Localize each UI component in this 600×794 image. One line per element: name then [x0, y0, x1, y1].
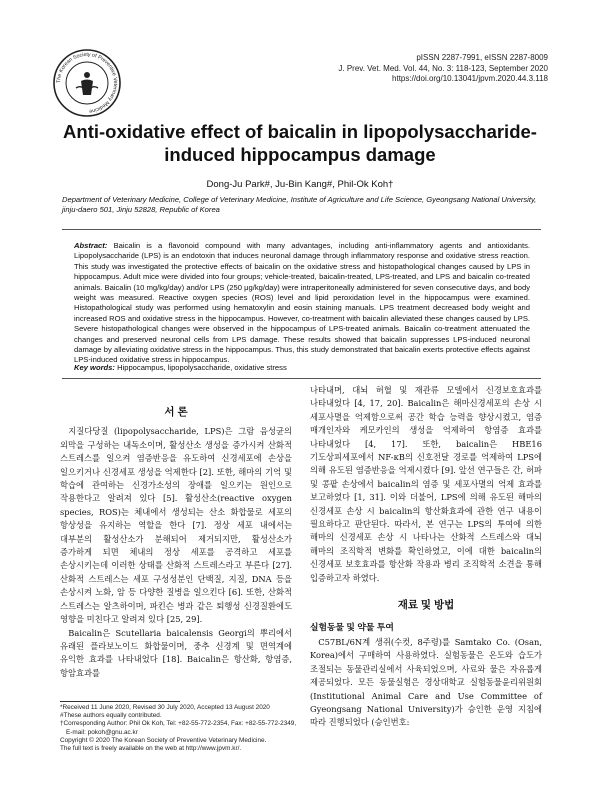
society-logo — [52, 48, 122, 118]
keywords — [74, 363, 530, 373]
abstract-label: Abstract: — [74, 241, 108, 250]
corresponding-author: †Corresponding Author: Phil Ok Koh, Tel: +82-55-772-2354, Fax: +82-55-772-2349, — [60, 720, 297, 728]
intro-paragraph-2: Baicalin은 Scutellaria baicalensis Georgi의 뿌리에서 유래된 플라보노이드 화합물이며, 중추 신경계 및 면역계에 유익한 효과를 나타내었다 [18]. Baicalin은 항산화, 항염증, 항암효과를 — [60, 627, 292, 678]
intro-heading: 서 론 — [164, 406, 188, 418]
svg-text:The Korean Society of Preventi: The Korean Society of Preventive Veterinary Medicine — [55, 51, 119, 114]
bottom-divider — [62, 378, 541, 379]
received-dates: *Received 11 June 2020, Revised 30 July 2020, Accepted 13 August 2020 — [60, 704, 270, 711]
left-column — [60, 406, 292, 680]
keywords-label: Key words: — [74, 363, 115, 372]
authors: Dong-Ju Park#, Ju-Bin Kang#, Phil-Ok Koh† — [206, 179, 394, 190]
methods-paragraph-1: C57BL/6N계 생쥐(수컷, 8주령)를 Samtako Co. (Osan, Korea)에서 구매하여 사용하였다. 실험동물은 온도와 습도가 조절되는 동물관리실에서 사육되었으며, 사료와 물은 자유롭게 제공되었다. 모든 동물실험은 경상대학교 실험동물윤리위원회(Institutional Animal Care and Use Committee of Gyeongsang National University)가 승인한 운영 지침에 따라 진행되었다 (승인번호: — [310, 636, 542, 728]
journal-info — [248, 53, 548, 85]
intro-paragraph-1: 지질다당질 (lipopolysaccharide, LPS)은 그람 음성균의 외막을 구성하는 내독소이며, 활성산소 생성을 증가시켜 산화적 스트레스를 일으켜 염증반응을 유도하여 신경세포에 손상을 일으키거나 신경세포 생성을 억제한다 [2]. 또한, 해마의 기억 및 학습에 관여하는 신경가소성의 장애를 일으키는 원인으로 작용한다고 알려져 있다 [5]. 활성산소(reactive oxygen species, ROS)는 체내에서 생성되는 산소 화합물로 세포의 항상성을 유지하는 역할을 한다 [7]. 정상 세포 내에서는 대부분의 활성산소가 분해되어 제거되지만, 활성산소가 증가하게 되면 체내의 정상 세포를 공격하고 세포를 손상시키는데 이러한 상태를 산화적 스트레스라고 부른다 [27]. 산화적 스트레스는 세포 구성성분인 단백질, 지질, DNA 등을 손상시켜 노화, 암 등 다양한 질병을 일으킨다 [6]. 또한, 산화적 스트레스는 알츠하이머, 파킨슨 병과 같은 퇴행성 신경질환에도 영향을 미친다고 알려져 있다 [25, 29]. — [60, 426, 292, 625]
abstract — [74, 241, 530, 366]
footnotes — [60, 704, 296, 753]
methods-subheading: 실험동물 및 약물 투여 — [310, 621, 394, 632]
citation: J. Prev. Vet. Med. Vol. 44, No. 3: 118-123, September 2020 — [338, 63, 548, 73]
fulltext-note: The full text is freely available on the web at http://www.jpvm.kr/. — [60, 745, 242, 753]
keywords-text: Hippocampus, lipopolysaccharide, oxidative stress — [117, 363, 287, 372]
affiliation: Department of Veterinary Medicine, College of Veterinary Medicine, Institute of Agriculture and Life Science, Gyeongsang National University, jinju-daero 501, Jinju 52828, Republic of Korea — [62, 195, 537, 214]
paper-title: Anti-oxidative effect of baicalin in lipopolysaccharide-induced hippocampus damage — [63, 121, 537, 165]
top-divider — [62, 229, 541, 230]
doi-link[interactable]: https://doi.org/10.13041/jpvm.2020.44.3.118 — [392, 74, 548, 83]
footnote-divider — [60, 701, 180, 702]
abstract-text: Baicalin is a flavonoid compound with many advantages, including anti-inflammatory agents and antioxidants. Lipopolysaccharide (LPS) is an endotoxin that induces neuronal damage through inflammatory response and oxidative stress reaction. This study was investigated the protective effects of baicalin on the oxidative stress and histopathological changes caused by LPS in hippocampus. Adult mice were divided into four groups; vehicle-treated, baicalin-treated, LPS-treated, and LPS and baicalin co-treated animals. Baicalin (10 mg/kg/day) and/or LPS (250 μg/kg/day) were intraperitoneally administered for seven consecutive days, and body weight was measured. Reactive oxygen species (ROS) level and lipid peroxidation level in the hippocampus were examined. Histopathological study was performed using hematoxylin and eosin staining manuals. LPS treatment decreased body weight and increased ROS and oxidative stress in the hippocampus. However, co-treatment with baicalin alleviated these changes caused by LPS. Severe histopathological changes were observed in the hippocampus of LPS-treated animals. Baicalin co-treatment attenuated the changes and preserved neuronal cells from LPS damage. These results showed that baicalin suppresses LPS-induced neuronal damage by alleviating oxidative stress in the hippocampus. Thus, this study demonstrated that baicalin exerts protective effects against LPS-induced oxidative stress in hippocampus. — [74, 241, 530, 365]
methods-heading: 재료 및 방법 — [397, 599, 455, 612]
right-column — [310, 384, 542, 730]
copyright: Copyright © 2020 The Korean Society of Preventive Veterinary Medicine. — [60, 736, 267, 744]
equal-contribution: #These authors equally contributed. — [60, 712, 162, 720]
issn: pISSN 2287-7991, eISSN 2287-8009 — [416, 53, 548, 62]
email[interactable]: E-mail: pokoh@gnu.ac.kr — [66, 728, 138, 736]
intro-continued: 나타내며, 대뇌 허혈 및 재관류 모델에서 신경보호효과를 나타내었다 [4, 17, 20]. Baicalin은 해마신경세포의 손상 시 세포사멸을 억제함으로써 공간 학습 능력을 향상시켰고, 염증 매개인자와 케모카인의 생성을 억제하여 항염증 효과를 나타내었다 [4, 17]. 또한, baicalin은 HBE16 기도상피세포에서 NF-κB의 신호전달 경로를 억제하여 LPS에 의해 유도된 염증반응을 억제시켰다 [9]. 앞선 연구들은 간, 허파 및 콩팥 손상에서 baicalin의 염증 및 세포사멸의 억제 효과를 보고하였다 [1, 31]. 이와 더불어, LPS에 의해 유도된 해마의 신경세포 손상 시 baicalin의 항산화효과에 관한 연구 내용이 필요하다고 판단된다. 따라서, 본 연구는 LPS의 투여에 의한 해마의 신경세포 손상 시 나타나는 산화적 스트레스와 대뇌 해마의 조직학적 변화를 확인하였고, 이에 대한 baicalin의 신경세포 보호효과를 항산화 작용과 병리 조직학적 소견을 통해 입증하고자 하였다. — [310, 385, 542, 583]
